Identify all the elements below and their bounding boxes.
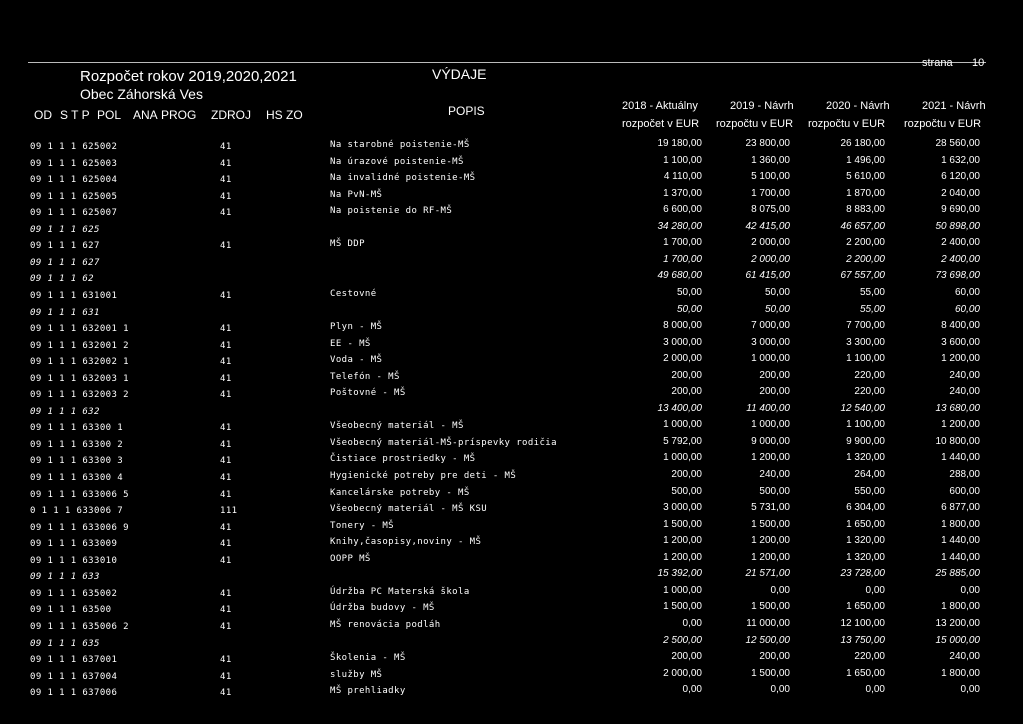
source-code: 41 [220,490,232,500]
item-description: MŠ prehliadky [330,686,406,696]
amount-2018: 4 110,00 [663,171,702,182]
amount-2020: 6 304,00 [846,502,885,513]
amount-2021: 13 200,00 [935,618,980,629]
amount-2020: 0,00 [865,684,885,695]
source-code: 41 [220,473,232,483]
amount-2019: 200,00 [759,370,790,381]
amount-2019: 1 000,00 [751,353,790,364]
budget-code: 09 1 1 1 625 [30,225,100,235]
budget-code: 09 1 1 1 625003 [30,159,118,169]
amount-2021: 1 200,00 [941,419,980,430]
source-code: 41 [220,159,232,169]
amount-2019: 7 000,00 [751,320,790,331]
amount-2018: 6 600,00 [663,204,702,215]
amount-2020: 2 200,00 [846,254,885,265]
item-description: Údržba PC Materská škola [330,587,470,597]
amount-2019: 5 100,00 [751,171,790,182]
amount-2020: 3 300,00 [846,337,885,348]
amount-2021: 240,00 [949,370,980,381]
section-title: VÝDAJE [432,66,487,82]
budget-code: 09 1 1 1 633006 9 [30,523,129,533]
source-code: 41 [220,672,232,682]
amount-2019: 42 415,00 [745,221,790,232]
item-description: Poštovné - MŠ [330,388,406,398]
item-description: Na starobné poistenie-MŠ [330,140,470,150]
amount-2021: 13 680,00 [935,403,980,414]
amount-2019: 2 000,00 [751,254,790,265]
budget-code: 09 1 1 1 63300 3 [30,456,124,466]
source-code: 41 [220,589,232,599]
amount-2018: 1 700,00 [663,237,702,248]
budget-code: 09 1 1 1 63300 1 [30,423,124,433]
amount-2019: 3 000,00 [751,337,790,348]
col-2018-line2: rozpočet v EUR [622,118,700,130]
col-pol: POL [97,108,122,122]
budget-code: 09 1 1 1 637001 [30,655,118,665]
item-description: Na invalidné poistenie-MŠ [330,173,476,183]
amount-2019: 11 000,00 [746,618,790,629]
amount-2020: 5 610,00 [846,171,885,182]
col-2020-line1: 2020 - Návrh [826,100,890,112]
budget-code: 09 1 1 1 62 [30,274,95,284]
item-description: MŠ renovácia podláh [330,620,441,630]
amount-2019: 1 500,00 [751,668,790,679]
amount-2020: 67 557,00 [840,270,885,281]
amount-2018: 0,00 [682,618,702,629]
item-description: Na úrazové poistenie-MŠ [330,157,464,167]
amount-2021: 60,00 [954,304,980,315]
source-code: 41 [220,655,232,665]
page-label: strana [922,57,953,69]
amount-2018: 1 500,00 [663,601,702,612]
budget-code: 09 1 1 1 63300 4 [30,473,124,483]
amount-2021: 28 560,00 [935,138,980,149]
amount-2020: 550,00 [854,486,885,497]
item-description: Na poistenie do RF-MŠ [330,206,453,216]
source-code: 41 [220,374,232,384]
amount-2018: 2 000,00 [663,353,702,364]
source-code: 41 [220,291,232,301]
budget-code: 09 1 1 1 632002 1 [30,357,129,367]
amount-2019: 1 200,00 [751,535,790,546]
amount-2020: 12 100,00 [840,618,885,629]
item-description: Kancelárske potreby - MŠ [330,488,470,498]
amount-2020: 9 900,00 [846,436,885,447]
budget-code: 09 1 1 1 632003 2 [30,390,129,400]
amount-2021: 0,00 [960,585,980,596]
amount-2021: 1 440,00 [941,452,980,463]
amount-2018: 2 500,00 [663,635,702,646]
source-code: 41 [220,523,232,533]
amount-2020: 8 883,00 [846,204,885,215]
amount-2020: 220,00 [854,651,885,662]
amount-2021: 2 040,00 [941,188,980,199]
amount-2021: 1 800,00 [941,519,980,530]
budget-code: 09 1 1 1 632 [30,407,100,417]
amount-2019: 1 700,00 [751,188,790,199]
amount-2021: 600,00 [949,486,980,497]
amount-2019: 8 075,00 [751,204,790,215]
amount-2019: 2 000,00 [751,237,790,248]
amount-2019: 240,00 [759,469,790,480]
amount-2018: 1 200,00 [663,552,702,563]
amount-2020: 13 750,00 [840,635,885,646]
budget-code: 09 1 1 1 625005 [30,192,118,202]
amount-2019: 1 500,00 [751,601,790,612]
amount-2021: 1 800,00 [941,601,980,612]
amount-2020: 220,00 [854,386,885,397]
amount-2020: 0,00 [865,585,885,596]
top-rule [28,62,986,63]
amount-2018: 3 000,00 [663,337,702,348]
amount-2019: 0,00 [770,684,790,695]
amount-2020: 1 650,00 [846,601,885,612]
amount-2019: 1 500,00 [751,519,790,530]
item-description: Cestovné [330,289,377,299]
amount-2021: 73 698,00 [935,270,980,281]
amount-2020: 220,00 [854,370,885,381]
amount-2019: 11 400,00 [746,403,790,414]
amount-2020: 1 320,00 [846,552,885,563]
amount-2018: 5 792,00 [663,436,702,447]
col-2019-line1: 2019 - Návrh [730,100,794,112]
amount-2018: 200,00 [671,386,702,397]
item-description: Všeobecný materiál - MŠ [330,421,464,431]
amount-2020: 1 320,00 [846,535,885,546]
budget-code: 09 1 1 1 632001 1 [30,324,129,334]
amount-2019: 21 571,00 [745,568,790,579]
budget-code: 09 1 1 1 625007 [30,208,118,218]
amount-2021: 1 632,00 [941,155,980,166]
amount-2021: 288,00 [949,469,980,480]
amount-2021: 9 690,00 [941,204,980,215]
amount-2018: 3 000,00 [663,502,702,513]
amount-2018: 1 200,00 [663,535,702,546]
budget-code: 09 1 1 1 631 [30,308,100,318]
source-code: 41 [220,142,232,152]
amount-2019: 23 800,00 [745,138,790,149]
amount-2018: 200,00 [671,469,702,480]
source-code: 41 [220,341,232,351]
col-prog: PROG [161,108,197,122]
amount-2018: 1 500,00 [663,519,702,530]
amount-2020: 55,00 [859,287,885,298]
budget-code: 09 1 1 1 633010 [30,556,118,566]
item-description: Knihy,časopisy,noviny - MŠ [330,537,482,547]
amount-2021: 50 898,00 [935,221,980,232]
amount-2018: 34 280,00 [657,221,702,232]
amount-2018: 50,00 [676,304,702,315]
item-description: služby MŠ [330,670,383,680]
item-description: Plyn - MŠ [330,322,383,332]
source-code: 41 [220,440,232,450]
amount-2018: 0,00 [682,684,702,695]
item-description: Na PvN-MŠ [330,190,383,200]
source-code: 41 [220,423,232,433]
budget-code: 09 1 1 1 633006 5 [30,490,129,500]
budget-code: 09 1 1 1 627 [30,241,100,251]
amount-2019: 1 360,00 [751,155,790,166]
col-hszo: HS ZO [266,108,303,122]
source-code: 41 [220,622,232,632]
amount-2018: 19 180,00 [657,138,702,149]
amount-2020: 55,00 [859,304,885,315]
source-code: 41 [220,241,232,251]
source-code: 41 [220,539,232,549]
budget-code: 09 1 1 1 632003 1 [30,374,129,384]
budget-code: 09 1 1 1 625002 [30,142,118,152]
amount-2018: 50,00 [676,287,702,298]
amount-2020: 1 650,00 [846,519,885,530]
amount-2018: 1 370,00 [663,188,702,199]
amount-2021: 60,00 [954,287,980,298]
item-description: MŠ DDP [330,239,365,249]
budget-code: 09 1 1 1 637006 [30,688,118,698]
budget-code: 09 1 1 1 635 [30,639,100,649]
amount-2018: 13 400,00 [657,403,702,414]
amount-2021: 6 877,00 [941,502,980,513]
budget-code: 09 1 1 1 635006 2 [30,622,129,632]
amount-2021: 2 400,00 [941,237,980,248]
col-2018-line1: 2018 - Aktuálny [622,100,698,112]
item-description: Telefón - MŠ [330,372,400,382]
amount-2019: 9 000,00 [751,436,790,447]
amount-2020: 1 650,00 [846,668,885,679]
item-description: Školenia - MŠ [330,653,406,663]
item-description: Všeobecný materiál-MŠ-príspevky rodičia [330,438,557,448]
amount-2018: 15 392,00 [657,568,702,579]
amount-2019: 5 731,00 [751,502,790,513]
item-description: Všeobecný materiál - MŠ KSU [330,504,488,514]
document-title: Rozpočet rokov 2019,2020,2021 [80,68,297,85]
col-zdroj: ZDROJ [211,108,251,122]
budget-code: 09 1 1 1 633009 [30,539,118,549]
source-code: 41 [220,175,232,185]
source-code: 111 [220,506,238,516]
item-description: Čistiace prostriedky - MŠ [330,454,476,464]
page-number: 10 [972,57,985,69]
budget-code: 09 1 1 1 631001 [30,291,118,301]
amount-2019: 50,00 [764,287,790,298]
amount-2021: 8 400,00 [941,320,980,331]
amount-2020: 7 700,00 [846,320,885,331]
amount-2018: 49 680,00 [657,270,702,281]
col-od: OD [34,108,52,122]
col-2021-line2: rozpočtu v EUR [904,118,982,130]
amount-2019: 0,00 [770,585,790,596]
amount-2019: 200,00 [759,386,790,397]
municipality-name: Obec Záhorská Ves [80,86,203,102]
item-description: Hygienické potreby pre deti - MŠ [330,471,517,481]
amount-2018: 1 000,00 [663,419,702,430]
amount-2021: 6 120,00 [941,171,980,182]
amount-2020: 2 200,00 [846,237,885,248]
source-code: 41 [220,208,232,218]
amount-2019: 1 200,00 [751,452,790,463]
budget-code: 09 1 1 1 625004 [30,175,118,185]
amount-2021: 1 440,00 [941,535,980,546]
budget-code: 09 1 1 1 63300 2 [30,440,124,450]
amount-2020: 23 728,00 [840,568,885,579]
budget-code: 09 1 1 1 632001 2 [30,341,129,351]
amount-2018: 1 100,00 [663,155,702,166]
amount-2021: 240,00 [949,651,980,662]
source-code: 41 [220,390,232,400]
amount-2020: 264,00 [854,469,885,480]
budget-code: 09 1 1 1 627 [30,258,100,268]
budget-code: 09 1 1 1 635002 [30,589,118,599]
col-stp: S T P [60,108,90,122]
amount-2021: 3 600,00 [941,337,980,348]
amount-2021: 1 440,00 [941,552,980,563]
amount-2019: 500,00 [759,486,790,497]
amount-2018: 200,00 [671,651,702,662]
amount-2018: 500,00 [671,486,702,497]
amount-2018: 1 000,00 [663,452,702,463]
amount-2020: 46 657,00 [840,221,885,232]
amount-2020: 1 100,00 [846,419,885,430]
item-description: Voda - MŠ [330,355,383,365]
source-code: 41 [220,357,232,367]
amount-2019: 1 200,00 [751,552,790,563]
source-code: 41 [220,556,232,566]
amount-2021: 1 800,00 [941,668,980,679]
amount-2018: 8 000,00 [663,320,702,331]
item-description: OOPP MŠ [330,554,371,564]
col-2021-line1: 2021 - Návrh [922,100,986,112]
col-2020-line2: rozpočtu v EUR [808,118,886,130]
budget-code: 09 1 1 1 63500 [30,605,112,615]
amount-2021: 1 200,00 [941,353,980,364]
col-2019-line2: rozpočtu v EUR [716,118,794,130]
amount-2020: 1 870,00 [846,188,885,199]
amount-2021: 25 885,00 [935,568,980,579]
amount-2019: 200,00 [759,651,790,662]
amount-2020: 1 320,00 [846,452,885,463]
amount-2020: 1 100,00 [846,353,885,364]
amount-2019: 12 500,00 [745,635,790,646]
amount-2021: 0,00 [960,684,980,695]
source-code: 41 [220,192,232,202]
amount-2018: 1 000,00 [663,585,702,596]
col-popis: POPIS [448,104,485,118]
amount-2019: 1 000,00 [751,419,790,430]
amount-2021: 240,00 [949,386,980,397]
amount-2018: 2 000,00 [663,668,702,679]
source-code: 41 [220,605,232,615]
source-code: 41 [220,688,232,698]
item-description: Tonery - MŠ [330,521,395,531]
amount-2018: 1 700,00 [663,254,702,265]
col-ana: ANA [133,108,158,122]
source-code: 41 [220,324,232,334]
amount-2019: 50,00 [764,304,790,315]
budget-code: 09 1 1 1 633 [30,572,100,582]
amount-2021: 10 800,00 [935,436,980,447]
item-description: Údržba budovy - MŠ [330,603,435,613]
amount-2020: 26 180,00 [840,138,885,149]
item-description: EE - MŠ [330,339,371,349]
budget-code: 09 1 1 1 637004 [30,672,118,682]
amount-2019: 61 415,00 [745,270,790,281]
amount-2021: 2 400,00 [941,254,980,265]
amount-2020: 1 496,00 [846,155,885,166]
amount-2018: 200,00 [671,370,702,381]
source-code: 41 [220,456,232,466]
amount-2021: 15 000,00 [935,635,980,646]
budget-code: 0 1 1 1 633006 7 [30,506,124,516]
amount-2020: 12 540,00 [840,403,885,414]
